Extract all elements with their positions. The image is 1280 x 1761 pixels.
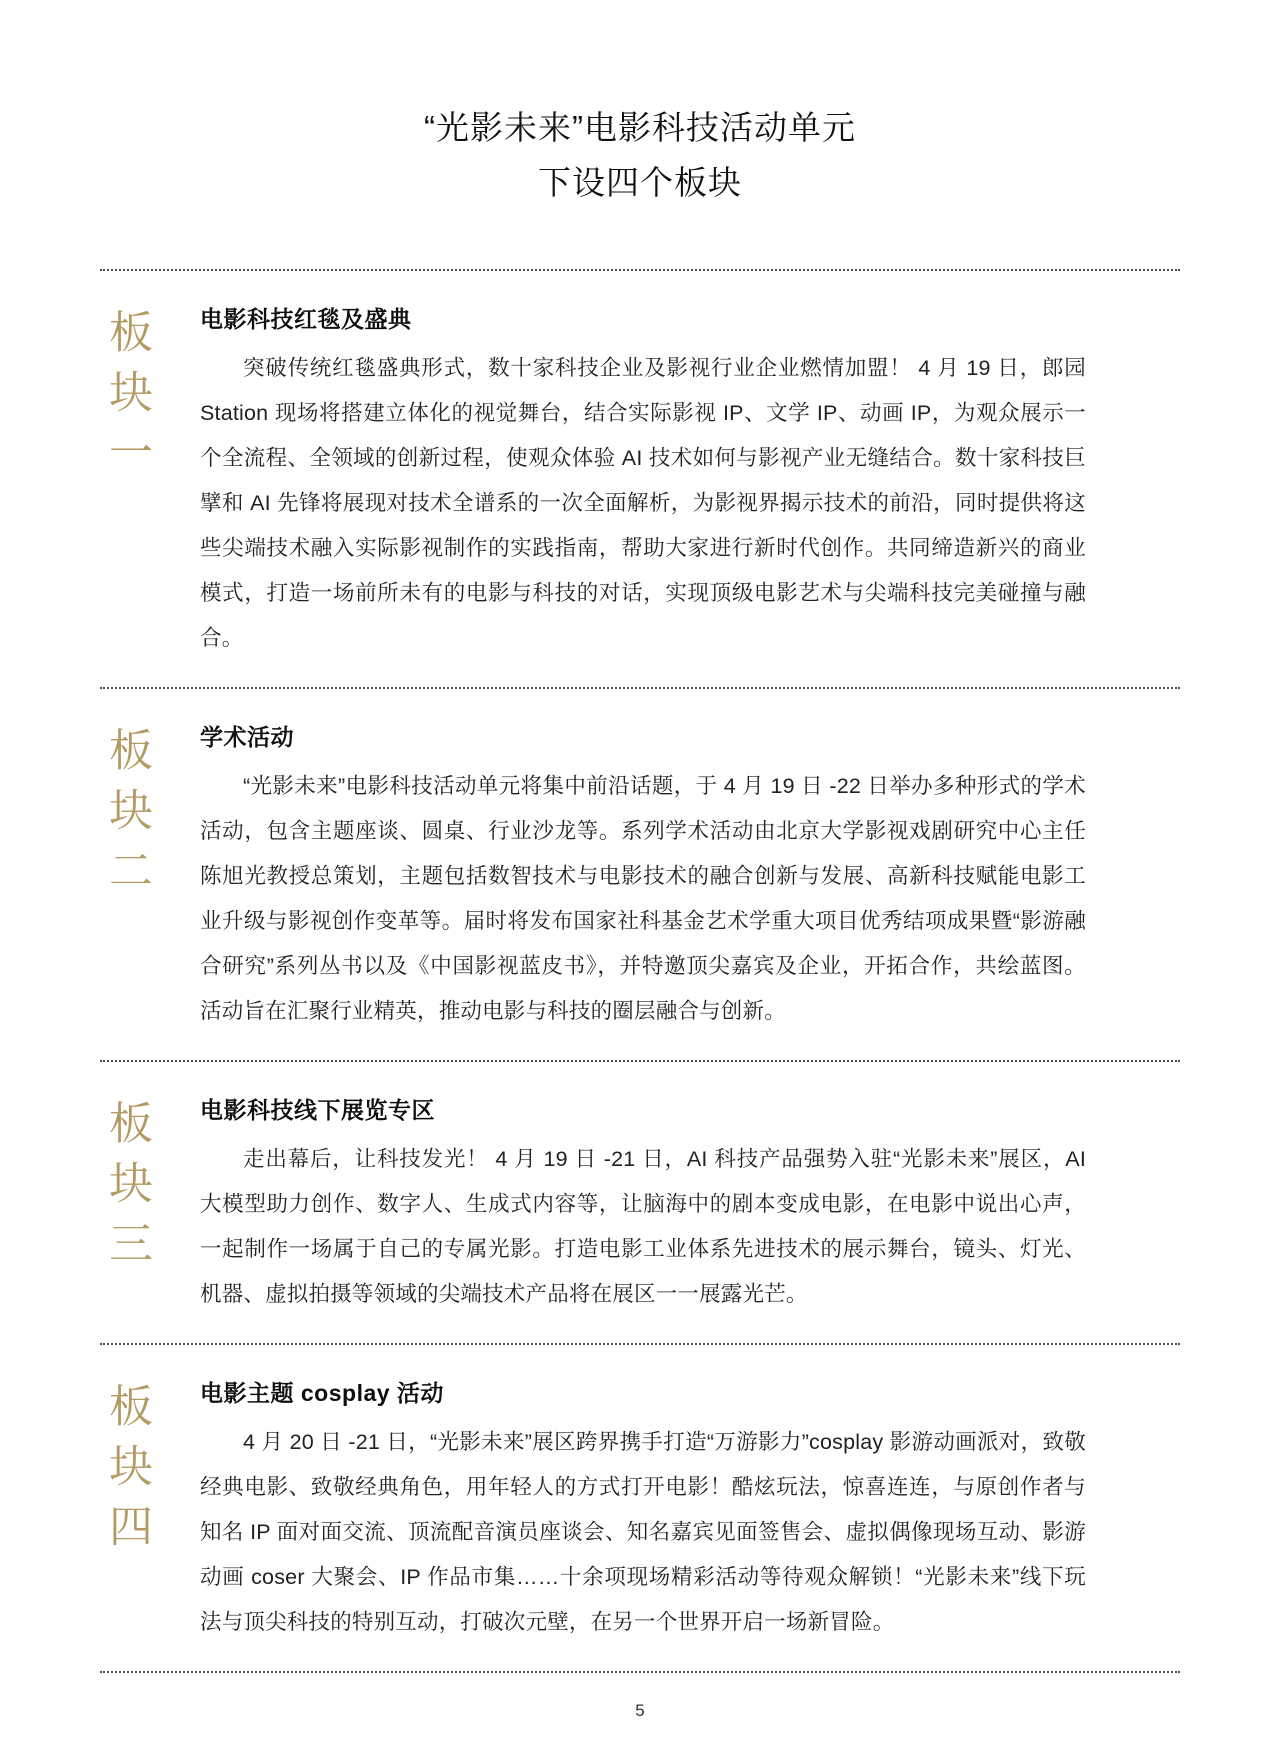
section-heading: 电影主题 cosplay 活动 [200,1379,444,1406]
section-content [200,1375,1086,1645]
section-heading: 电影科技线下展览专区 [200,1096,435,1123]
section-label-column [0,301,200,489]
section-heading: 学术活动 [200,723,294,750]
section-body: 走出幕后，让科技发光！ 4 月 19 日 -21 日，AI 科技产品强势入驻“光影未来”展区，AI 大模型助力创作、数字人、生成式内容等，让脑海中的剧本变成电影，在电影中说出心声，一起制作一场属于自己的专属光影。打造电影工业体系先进技术的展示舞台，镜头、灯光、机器、虚拟拍摄等领域的尖端技术产品将在展区一一展露光芒。 [200,1146,1086,1306]
section-block-4 [0,1345,1280,1671]
section-label-column [0,1375,200,1563]
section-block-3 [0,1062,1280,1343]
section-heading: 电影科技红毯及盛典 [200,305,412,332]
section-label-vertical: 板块三 [102,1099,151,1280]
section-label-vertical: 板块二 [102,726,151,907]
section-label-vertical: 板块四 [102,1382,151,1563]
section-body: “光影未来”电影科技活动单元将集中前沿话题，于 4 月 19 日 -22 日举办多种形式的学术活动，包含主题座谈、圆桌、行业沙龙等。系列学术活动由北京大学影视戏剧研究中心主任陈旭光教授总策划，主题包括数智技术与电影技术的融合创新与发展、高新科技赋能电影工业升级与影视创作变革等。届时将发布国家社科基金艺术学重大项目优秀结项成果暨“影游融合研究”系列丛书以及《中国影视蓝皮书》，并特邀顶尖嘉宾及企业，开拓合作，共绘蓝图。活动旨在汇聚行业精英，推动电影与科技的圈层融合与创新。 [200,773,1086,1023]
section-body: 4 月 20 日 -21 日，“光影未来”展区跨界携手打造“万游影力”cosplay 影游动画派对，致敬经典电影、致敬经典角色，用年轻人的方式打开电影！酷炫玩法，惊喜连连，与原创作者与知名 IP 面对面交流、顶流配音演员座谈会、知名嘉宾见面签售会、虚拟偶像现场互动、影游动画 coser 大聚会、IP 作品市集……十余项现场精彩活动等待观众解锁！“光影未来”线下玩法与顶尖科技的特别互动，打破次元壁，在另一个世界开启一场新冒险。 [200,1429,1086,1634]
page-number: 5 [635,1700,645,1720]
section-content [200,719,1086,1034]
section-body: 突破传统红毯盛典形式，数十家科技企业及影视行业企业燃情加盟！ 4 月 19 日，郎园 Station 现场将搭建立体化的视觉舞台，结合实际影视 IP、文学 IP、动画 IP，为观众展示一个全流程、全领域的创新过程，使观众体验 AI 技术如何与影视产业无缝结合。数十家科技巨擘和 AI 先锋将展现对技术全谱系的一次全面解析，为影视界揭示技术的前沿，同时提供将这些尖端技术融入实际影视制作的实践指南，帮助大家进行新时代创作。共同缔造新兴的商业模式，打造一场前所未有的电影与科技的对话，实现顶级电影艺术与尖端科技完美碰撞与融合。 [200,355,1086,650]
page-title-line2: 下设四个板块 [538,164,742,202]
section-block-2 [0,689,1280,1060]
section-content [200,301,1086,661]
section-label-vertical: 板块一 [102,308,151,489]
section-label-column [0,1092,200,1280]
section-block-1 [0,271,1280,687]
section-content [200,1092,1086,1317]
page-title-line1: “光影未来”电影科技活动单元 [424,109,856,146]
page-title [0,0,1280,211]
section-label-column [0,719,200,907]
page-footer [0,1673,1280,1761]
